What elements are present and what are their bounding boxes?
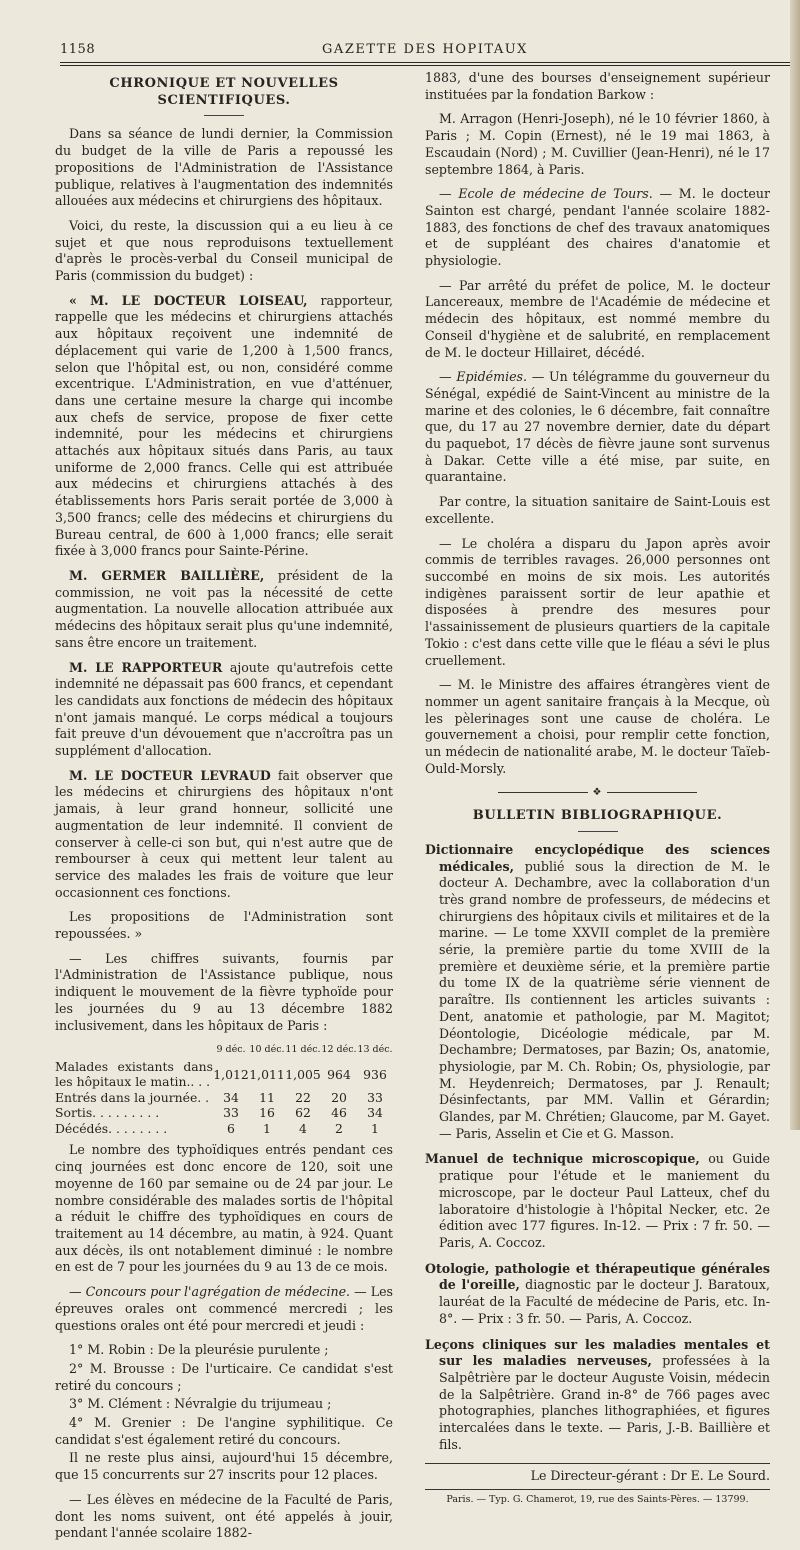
column-header: 13 déc. <box>357 1044 393 1056</box>
book-description: diagnostic par le docteur J. Baratoux, lauréat de la Faculté de médecine de Paris, etc. In-8°. — Prix : 3 fr. 50. — Paris, A. Coccoz. <box>439 1277 770 1326</box>
item-title: Concours pour l'agrégation de médecine. <box>85 1284 351 1300</box>
paragraph <box>55 1284 393 1334</box>
bibliography-entry <box>425 1337 770 1454</box>
row-label: Sortis. . . . . . . . . <box>55 1105 160 1121</box>
bibliography-entry <box>425 842 770 1143</box>
table-cell: 936 <box>363 1066 387 1082</box>
book-description: ou Guide pratique pour l'étude et le maniement du microscope, par le docteur Paul Latteux, chef du laboratoire d'histologie à l'hôpital Necker, etc. 2e édition avec 177 figures. In-12. — Prix : 7 fr. 50. — Paris, A. Coccoz. <box>439 1151 771 1250</box>
table-cell: 4 <box>299 1120 307 1136</box>
paragraph: Le nombre des typhoïdiques entrés pendant ces cinq journées est donc encore de 120, soit une moyenne de 160 par semaine ou de 24 par jour. Le nombre considérable des malades sortis de l'hôpital a réduit le chiffre des typhoïdiques en cours de traitement au 14 décembre, au matin, à 924. Quant aux décès, ils ont notablement diminué : le nombre en est de 7 pour les journées du 9 au 13 de ce mois. <box>55 1142 393 1275</box>
table-cell: 11 <box>259 1089 275 1105</box>
section-heading-chronique: CHRONIQUE ET NOUVELLES SCIENTIFIQUES. <box>109 76 339 108</box>
item-text: — Les épreuves orales ont commencé mercredi ; les questions orales ont été pour mercredi et jeudi : <box>55 1284 393 1333</box>
speaker-name: M. LE DOCTEUR LEVRAUD <box>69 767 271 783</box>
table-cell: 62 <box>295 1105 311 1121</box>
paragraph: 1° M. Robin : De la pleurésie purulente ; <box>69 1342 329 1358</box>
table-cell: 1,005 <box>285 1066 321 1082</box>
row-label: Décédés. . . . . . . . <box>55 1120 168 1136</box>
bibliography-entry <box>425 1151 770 1251</box>
ornamental-divider: ❖ <box>425 785 770 802</box>
paragraph: — M. le Ministre des affaires étrangères vient de nommer un agent sanitaire français à la Mecque, où les pèlerinages sont une cause de choléra. Le gouvernement a choisi, pour remplir cette fonction, un médecin de nationalité arabe, M. le docteur Taïeb-Ould-Morsly. <box>425 677 770 776</box>
header-rule-double <box>60 65 790 66</box>
paragraph <box>425 186 770 270</box>
paragraph: Il ne reste plus ainsi, aujourd'hui 15 décembre, que 15 concurrents sur 27 inscrits pour 12 places. <box>55 1450 393 1483</box>
speech-text: rapporteur, rappelle que les médecins et chirurgiens attachés aux hôpitaux reçoivent une indemnité de déplacement qui varie de 1,200 à 1,500 francs, selon que l'hôpital est, ou non, considéré comme excentrique. L'Administration, en vue d'atténuer, dans une certaine mesure la charge qui incombe aux chefs de service, propose de fixer cette indemnité, pour les médecins et chirurgiens attachés aux hôpitaux situés dans Paris, au taux uniforme de 2,000 francs. Celle qui est attribuée aux médecins et chirurgiens attachés à des établissements hors Paris serait portée de 3,000 à 3,500 francs; celle des médecins et chirurgiens du Bureau central, de 600 à 1,000 francs; elle serait fixée à 3,000 francs pour Sainte-Périne. <box>55 292 393 559</box>
paragraph: Par contre, la situation sanitaire de Saint-Louis est excellente. <box>425 494 770 526</box>
table-cell: 33 <box>367 1089 383 1105</box>
dash: — <box>439 369 457 385</box>
short-divider <box>578 831 618 832</box>
table-cell: 1 <box>371 1120 379 1136</box>
table-cell: 1,011 <box>249 1066 285 1082</box>
paragraph: — Par arrêté du préfet de police, M. le docteur Lancereaux, membre de l'Académie de médecine et médecin des hôpitaux, est nommé membre du Conseil d'hygiène et de salubrité, en remplacement de M. le docteur Hillairet, décédé. <box>425 277 770 360</box>
journal-title: GAZETTE DES HOPITAUX <box>322 42 528 57</box>
table-cell: 6 <box>227 1120 235 1136</box>
table-cell: 22 <box>295 1089 311 1105</box>
paragraph: M. Arragon (Henri-Joseph), né le 10 février 1860, à Paris ; M. Copin (Ernest), né le 19 mai 1863, à Escaudain (Nord) ; M. Cuvillier (Jean-Henri), né le 17 septembre 1864, à Paris. <box>425 111 770 177</box>
paragraph: — Les chiffres suivants, fournis par l'Administration de l'Assistance publique, nous indiquent le mouvement de la fièvre typhoïde pour les journées du 9 au 13 décembre 1882 inclusivement, dans les hôpitaux de Paris : <box>55 950 393 1033</box>
table-row <box>55 1059 393 1090</box>
table-header-row <box>55 1042 393 1059</box>
book-description: publié sous la direction de M. le docteur A. Dechambre, avec la collaboration d'un très grand nombre de professeurs, de médecins et chirurgiens des hôpitaux civils et militaires et de la marine. — Le tome XXVII complet de la première série, la première partie du tome XVIII de la première et deuxième série, et la première partie du tome IX de la quatrième série viennent de paraître. Ils contiennent les articles suivants : Dent, anatomie et pathologie, par M. Magitot; Déontologie, Dicéologie médicale, par M. Dechambre; Dermatoses, par Bazin; Os, anatomie, physiologie, par M. Ch. Robin; Os, physiologie, par M. Heydenreich; Dermatoses, par J. Renault; Désinfectants, par MM. Vallin et Gérardin; Glandes, par M. Chrétien; Glaucome, par M. Gayet. — Paris, Asselin et Cie et G. Masson. <box>439 858 770 1141</box>
table-cell: 34 <box>223 1089 239 1105</box>
row-label: Malades existants dans les hôpitaux le matin.. . . <box>55 1058 213 1090</box>
book-title: Otologie, pathologie et thérapeutique générales de l'oreille, <box>425 1260 770 1293</box>
paragraph <box>55 768 393 902</box>
bibliography-entry <box>425 1261 770 1328</box>
table-cell: 33 <box>223 1105 239 1121</box>
header-rule <box>60 62 790 63</box>
item-title: Ecole de médecine de Tours. <box>458 186 653 202</box>
paragraph <box>55 568 393 652</box>
table-cell: 16 <box>259 1105 275 1121</box>
table-row <box>55 1090 393 1106</box>
book-title: Dictionnaire encyclopédique des sciences médicales, <box>425 841 770 874</box>
table-cell: 20 <box>331 1089 347 1105</box>
table-cell: 34 <box>367 1105 383 1121</box>
printer-imprint: Paris. — Typ. G. Chamerot, 19, rue des Saints-Pères. — 13799. <box>425 1489 770 1509</box>
dash: — <box>439 186 459 202</box>
book-description: professées à la Salpêtrière par le docteur Auguste Voisin, médecin de la Salpêtrière. Grand in-8° de 766 pages avec photographies, planches lithographiées, et figures intercalées dans le texte. — Paris, J.-B. Baillière et fils. <box>439 1353 770 1452</box>
item-text: — Un télégramme du gouverneur du Sénégal, expédié de Saint-Vincent au ministre de la marine et des colonies, le 6 décembre, fait connaître que, du 17 au 27 novembre dernier, date du départ du paquebot, 17 décès de fièvre jaune sont survenus à Dakar. Cette ville a été mise, par suite, en quarantaine. <box>425 369 770 485</box>
table-cell: 1 <box>263 1120 271 1136</box>
table-row <box>55 1105 393 1121</box>
paragraph: 1883, d'une des bourses d'enseignement supérieur instituées par la fondation Barkow : <box>425 70 770 102</box>
paragraph: — Le choléra a disparu du Japon après avoir commis de terribles ravages. 26,000 personnes ont succombé en moins de six mois. Les autorités indigènes paraissent sortir de leur apathie et disposées à prendre des mesures pour l'assainissement de plusieurs quartiers de la capitale Tokio : c'est dans cette ville que le fléau a sévi le plus cruellement. <box>425 535 770 668</box>
right-column <box>425 70 770 1509</box>
paragraph: 2° M. Brousse : De l'urticaire. Ce candidat s'est retiré du concours ; <box>55 1360 393 1393</box>
book-title: Leçons cliniques sur les maladies mentales et sur les maladies nerveuses, <box>425 1336 770 1369</box>
dash: — <box>69 1284 86 1300</box>
paragraph <box>55 660 393 760</box>
page-number: 1158 <box>60 42 96 57</box>
speaker-name: M. LE RAPPORTEUR <box>69 659 223 675</box>
speaker-name: M. GERMER BAILLIÈRE, <box>69 567 265 583</box>
item-title: Epidémies. <box>456 369 528 385</box>
paragraph: Les propositions de l'Administration sont repoussées. » <box>55 909 393 942</box>
paragraph <box>425 369 770 486</box>
typhoid-stats-table <box>55 1042 393 1136</box>
left-column <box>55 70 393 1550</box>
paragraph: 4° M. Grenier : De l'angine syphilitique. Ce candidat s'est également retiré du concours. <box>55 1415 393 1447</box>
table-cell: 2 <box>335 1120 343 1136</box>
paragraph: 3° M. Clément : Névralgie du trijumeau ; <box>69 1396 332 1412</box>
section-heading-bulletin: BULLETIN BIBLIOGRAPHIQUE. <box>472 808 723 824</box>
speech-text: fait observer que les médecins et chirurgiens des hôpitaux n'ont jamais, à leur grand honneur, sollicité une augmentation de leur indemnité. Il convient de conserver à celle-ci son but, qui n'est autre que de rembourser à ceux qui mettent leur talent au service des malades les frais de voiture que leur occasionnent ces fonctions. <box>55 767 393 900</box>
paragraph <box>55 293 393 560</box>
column-header: 12 déc. <box>321 1044 357 1056</box>
page-binding-edge <box>790 0 800 1130</box>
short-divider <box>204 115 244 116</box>
row-label: Entrés dans la journée. . <box>55 1089 210 1105</box>
item-text: — M. le docteur Sainton est chargé, pendant l'année scolaire 1882-1883, des fonctions de chef des travaux anatomiques et de suppléant des chaires d'anatomie et physiologie. <box>425 186 770 269</box>
paragraph: Voici, du reste, la discussion qui a eu lieu à ce sujet et que nous reproduisons textuellement d'après le procès-verbal du Conseil municipal de Paris (commission du budget) : <box>55 217 393 284</box>
paragraph: Dans sa séance de lundi dernier, la Commission du budget de la ville de Paris a repoussé les propositions de l'Administration de l'Assistance publique, relatives à l'augmentation des indemnités allouées aux médecins et chirurgiens des hôpitaux. <box>55 126 393 209</box>
speaker-name: « M. LE DOCTEUR LOISEAU, <box>69 292 308 308</box>
speech-text: président de la commission, ne voit pas la nécessité de cette augmentation. La nouvelle allocation attribuée aux médecins des hôpitaux serait plus qu'une indemnité, sans être encore un traitement. <box>55 567 393 650</box>
paragraph: — Les élèves en médecine de la Faculté de Paris, dont les noms suivent, ont été appelés à jouir, pendant l'année scolaire 1882- <box>55 1491 393 1541</box>
page-header <box>60 42 790 64</box>
table-cell: 964 <box>327 1066 351 1082</box>
column-header: 9 déc. <box>216 1044 246 1056</box>
column-header: 10 déc. <box>249 1044 285 1056</box>
table-cell: 1,012 <box>213 1066 249 1082</box>
director-signature: Le Directeur-gérant : Dr E. Le Sourd. <box>425 1463 770 1485</box>
book-title: Manuel de technique microscopique, <box>425 1151 700 1167</box>
table-cell: 46 <box>331 1105 347 1121</box>
column-header: 11 déc. <box>285 1044 321 1056</box>
speech-text: ajoute qu'autrefois cette indemnité ne dépassait pas 600 francs, et cependant les candidats aux fonctions de médecin des hôpitaux n'ont jamais manqué. Le corps médical a toujours fait preuve d'un dévouement que n'accroîtra pas un supplément d'allocation. <box>55 659 394 759</box>
table-row <box>55 1121 393 1137</box>
